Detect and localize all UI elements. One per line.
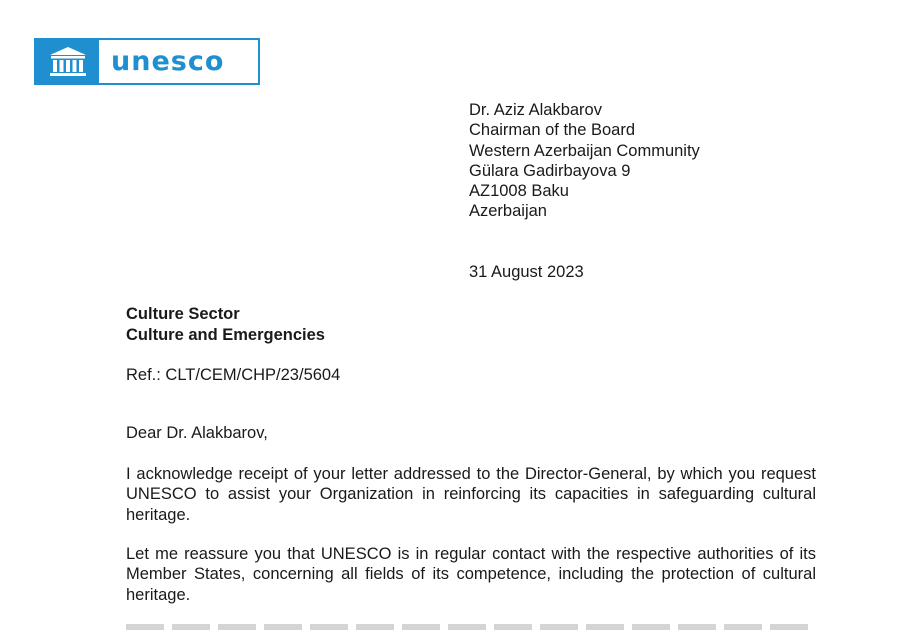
recipient-country: Azerbaijan <box>469 202 547 221</box>
unesco-logo <box>34 38 260 85</box>
salutation: Dear Dr. Alakbarov, <box>126 424 268 442</box>
body-paragraph: Let me reassure you that UNESCO is in regular contact with the respective authorities of its Member States, concerning all fields of its competence, including the protection of cultural heritage. <box>126 545 816 604</box>
recipient-postal-city: AZ1008 Baku <box>469 182 569 201</box>
recipient-street: Gülara Gadirbayova 9 <box>469 161 631 180</box>
cropped-text-line <box>126 624 816 630</box>
temple-icon <box>36 40 99 83</box>
sender-unit: Culture and Emergencies <box>126 325 325 344</box>
unesco-wordmark: unesco <box>111 46 225 77</box>
recipient-address <box>469 100 700 222</box>
letter-date: 31 August 2023 <box>469 263 584 281</box>
recipient-organization: Western Azerbaijan Community <box>469 141 700 160</box>
sender-sector: Culture Sector <box>126 305 240 323</box>
recipient-title: Chairman of the Board <box>469 121 636 140</box>
reference-number: Ref.: CLT/CEM/CHP/23/5604 <box>126 366 341 384</box>
sender-block <box>126 304 325 345</box>
recipient-name: Dr. Aziz Alakbarov <box>469 101 602 119</box>
body-paragraph: I acknowledge receipt of your letter addressed to the Director-General, by which you request UNESCO to assist your Organization in reinforcing its capacities in safeguarding cultural heritage. <box>126 465 816 524</box>
